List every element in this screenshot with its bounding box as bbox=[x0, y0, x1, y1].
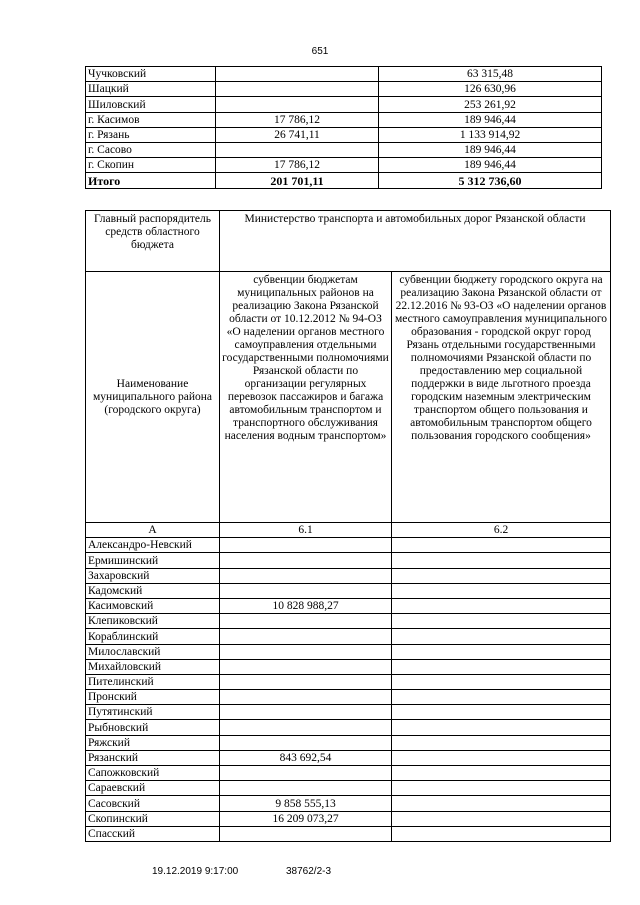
row-value-6-2 bbox=[392, 614, 611, 629]
footer-datetime: 19.12.2019 9:17:00 bbox=[152, 866, 239, 877]
table-row bbox=[86, 735, 611, 750]
table-row bbox=[86, 690, 611, 705]
row-name: г. Рязань bbox=[86, 127, 216, 142]
row-name: Клепиковский bbox=[86, 614, 220, 629]
table-row bbox=[86, 705, 611, 720]
row-name: Милославский bbox=[86, 644, 220, 659]
row-value-6-2 bbox=[392, 690, 611, 705]
row-name: г. Сасово bbox=[86, 142, 216, 157]
table-row bbox=[86, 796, 611, 811]
row-name: Шиловский bbox=[86, 97, 216, 112]
row-name: Пронский bbox=[86, 690, 220, 705]
row-value-6-1 bbox=[220, 766, 392, 781]
table-row bbox=[86, 750, 611, 765]
index-6-2: 6.2 bbox=[392, 523, 611, 538]
table-row bbox=[86, 644, 611, 659]
table-row bbox=[86, 583, 611, 598]
header-ministry: Министерство транспорта и автомобильных дорог Рязанской области bbox=[220, 211, 611, 272]
row-name: г. Скопин bbox=[86, 158, 216, 173]
row-value-6-1 bbox=[220, 568, 392, 583]
row-value-2: 189 946,44 bbox=[379, 142, 602, 157]
row-value-2: 63 315,48 bbox=[379, 67, 602, 82]
table-row bbox=[86, 629, 611, 644]
table-row bbox=[86, 674, 611, 689]
row-value-6-1 bbox=[220, 705, 392, 720]
table-row bbox=[86, 158, 602, 173]
row-value-6-1 bbox=[220, 826, 392, 841]
row-value-6-2 bbox=[392, 826, 611, 841]
row-value-6-2 bbox=[392, 629, 611, 644]
header-row-columns bbox=[86, 272, 611, 523]
row-value-6-1 bbox=[220, 720, 392, 735]
row-name: Александро-Невский bbox=[86, 538, 220, 553]
row-value-6-2 bbox=[392, 735, 611, 750]
table-row bbox=[86, 82, 602, 97]
table-row bbox=[86, 538, 611, 553]
row-name: Ряжский bbox=[86, 735, 220, 750]
row-value-2: 126 630,96 bbox=[379, 82, 602, 97]
row-name: Скопинский bbox=[86, 811, 220, 826]
budget-table-continued bbox=[85, 66, 602, 189]
row-value-2: 253 261,92 bbox=[379, 97, 602, 112]
row-value-6-2 bbox=[392, 766, 611, 781]
row-value-6-2 bbox=[392, 538, 611, 553]
row-value-6-1 bbox=[220, 674, 392, 689]
index-6-1: 6.1 bbox=[220, 523, 392, 538]
row-value-1: 17 786,12 bbox=[216, 112, 379, 127]
transport-subventions-table bbox=[85, 210, 611, 842]
row-value-6-1 bbox=[220, 659, 392, 674]
table-row bbox=[86, 614, 611, 629]
row-name: Ермишинский bbox=[86, 553, 220, 568]
table-row bbox=[86, 781, 611, 796]
row-value-6-2 bbox=[392, 750, 611, 765]
index-a: А bbox=[86, 523, 220, 538]
row-value-6-2 bbox=[392, 568, 611, 583]
row-value-1 bbox=[216, 97, 379, 112]
header-col-6-1: субвенции бюджетам муниципальных районов на реализацию Закона Рязанской области от 10.12.2012 № 94-ОЗ «О наделении органов местного самоуправления отдельными государственными полномочиями Рязанской области по организации регулярных перевозок пассажиров и багажа автомобильным транспортом и транспортного обслуживания населения водным транспортом» bbox=[220, 272, 392, 523]
row-value-6-1 bbox=[220, 781, 392, 796]
row-value-6-2 bbox=[392, 720, 611, 735]
row-name: Рязанский bbox=[86, 750, 220, 765]
row-name: Сапожковский bbox=[86, 766, 220, 781]
row-value-6-2 bbox=[392, 796, 611, 811]
row-name: г. Касимов bbox=[86, 112, 216, 127]
table-row bbox=[86, 112, 602, 127]
row-value-1: 26 741,11 bbox=[216, 127, 379, 142]
row-value-1 bbox=[216, 67, 379, 82]
row-value-6-1: 9 858 555,13 bbox=[220, 796, 392, 811]
row-value-6-2 bbox=[392, 781, 611, 796]
row-name: Кораблинский bbox=[86, 629, 220, 644]
index-row bbox=[86, 523, 611, 538]
row-value-6-2 bbox=[392, 583, 611, 598]
table-row bbox=[86, 67, 602, 82]
header-municipality-label: Наименование муниципального района (городского округа) bbox=[86, 272, 220, 523]
row-value-1 bbox=[216, 142, 379, 157]
row-value-6-1 bbox=[220, 583, 392, 598]
row-value-6-2 bbox=[392, 811, 611, 826]
row-name: Шацкий bbox=[86, 82, 216, 97]
row-value-6-2 bbox=[392, 644, 611, 659]
row-value-2: 189 946,44 bbox=[379, 158, 602, 173]
row-name: Касимовский bbox=[86, 598, 220, 613]
row-value-6-1: 16 209 073,27 bbox=[220, 811, 392, 826]
row-value-1 bbox=[216, 82, 379, 97]
total-value-1: 201 701,11 bbox=[216, 173, 379, 188]
footer-doc-id: 38762/2-3 bbox=[286, 866, 332, 877]
total-label: Итого bbox=[86, 173, 216, 188]
table-row bbox=[86, 97, 602, 112]
row-value-2: 189 946,44 bbox=[379, 112, 602, 127]
total-value-2: 5 312 736,60 bbox=[379, 173, 602, 188]
row-value-6-1 bbox=[220, 629, 392, 644]
row-name: Путятинский bbox=[86, 705, 220, 720]
row-value-6-2 bbox=[392, 553, 611, 568]
table-row bbox=[86, 766, 611, 781]
row-value-6-1 bbox=[220, 644, 392, 659]
header-distributor-label: Главный распорядитель средств областного бюджета bbox=[86, 211, 220, 272]
row-name: Чучковский bbox=[86, 67, 216, 82]
row-value-2: 1 133 914,92 bbox=[379, 127, 602, 142]
row-value-6-1 bbox=[220, 614, 392, 629]
table-row bbox=[86, 598, 611, 613]
row-name: Рыбновский bbox=[86, 720, 220, 735]
row-name: Захаровский bbox=[86, 568, 220, 583]
row-value-6-2 bbox=[392, 674, 611, 689]
table-row bbox=[86, 811, 611, 826]
row-name: Кадомский bbox=[86, 583, 220, 598]
row-value-6-2 bbox=[392, 659, 611, 674]
page-number: 651 bbox=[311, 46, 329, 57]
row-name: Пителинский bbox=[86, 674, 220, 689]
header-row-distributor bbox=[86, 211, 611, 272]
table-row bbox=[86, 826, 611, 841]
row-value-6-1 bbox=[220, 538, 392, 553]
row-name: Михайловский bbox=[86, 659, 220, 674]
table-row bbox=[86, 142, 602, 157]
row-value-6-1: 10 828 988,27 bbox=[220, 598, 392, 613]
row-value-6-1: 843 692,54 bbox=[220, 750, 392, 765]
row-value-1: 17 786,12 bbox=[216, 158, 379, 173]
table-row bbox=[86, 720, 611, 735]
row-value-6-1 bbox=[220, 735, 392, 750]
table-row bbox=[86, 127, 602, 142]
row-value-6-2 bbox=[392, 705, 611, 720]
table-row bbox=[86, 568, 611, 583]
row-value-6-1 bbox=[220, 553, 392, 568]
row-name: Сараевский bbox=[86, 781, 220, 796]
row-value-6-1 bbox=[220, 690, 392, 705]
table-row bbox=[86, 553, 611, 568]
row-name: Спасский bbox=[86, 826, 220, 841]
row-name: Сасовский bbox=[86, 796, 220, 811]
header-col-6-2: субвенции бюджету городского округа на реализацию Закона Рязанской области от 22.12.2016 № 93-ОЗ «О наделении органов местного самоуправления муниципального образования - городской округ город Рязань отдельными государственными полномочиями Рязанской области по предоставлению мер социальной поддержки в виде льготного проезда городским наземным электрическим транспортом общего пользования и автомобильным транспортом общего пользования городского сообщения» bbox=[392, 272, 611, 523]
table-row bbox=[86, 659, 611, 674]
total-row bbox=[86, 173, 602, 188]
row-value-6-2 bbox=[392, 598, 611, 613]
